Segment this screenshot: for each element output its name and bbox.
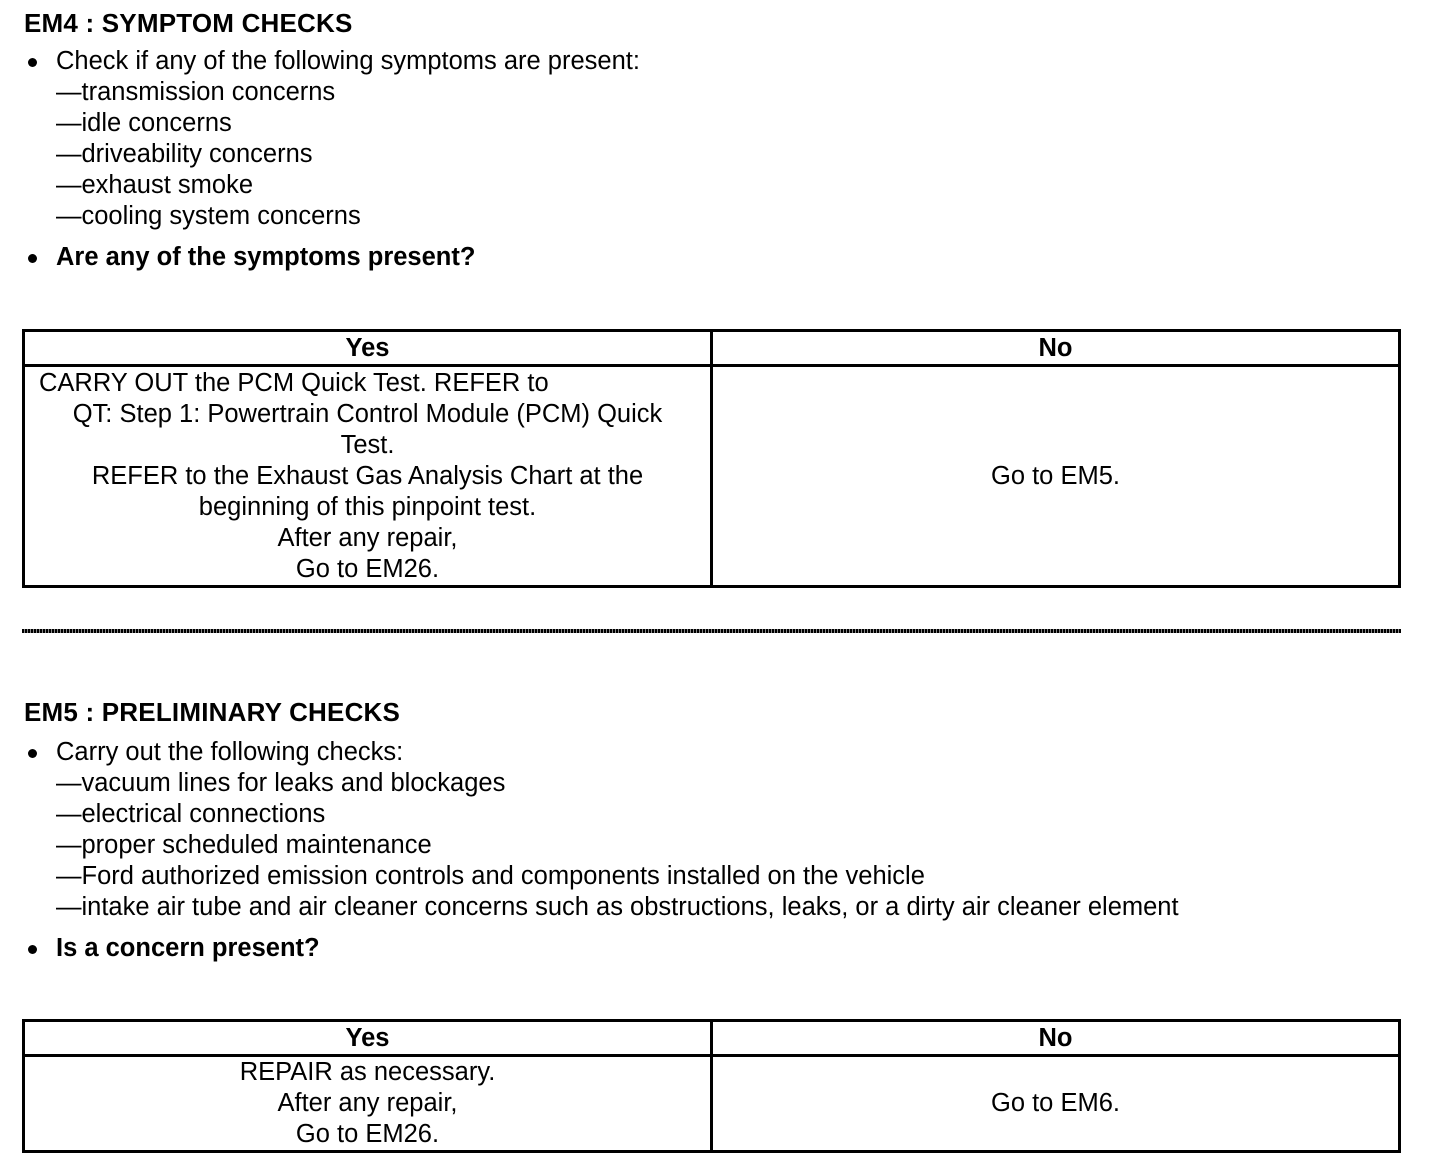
em4-decision-table [22,329,1401,588]
em5-item: —Ford authorized emission controls and components installed on the vehicle [56,862,925,890]
em5-question: Is a concern present? [56,934,320,962]
em5-yes-header: Yes [24,1021,712,1056]
em4-check-bullet [24,46,1402,232]
em4-question: Are any of the symptoms present? [56,243,476,271]
em4-yes-line: After any repair, [277,523,458,552]
em4-yes-line: QT: Step 1: Powertrain Control Module (PCM) Quick [72,399,663,428]
em4-item: —driveability concerns [56,140,313,168]
em5-check-text: Carry out the following checks: [56,738,404,766]
em5-yes-line: Go to EM26. [295,1120,440,1148]
em5-yes-line: After any repair, [277,1089,458,1117]
em4-yes-line: CARRY OUT the PCM Quick Test. REFER to [39,368,549,397]
em5-section [24,697,1402,964]
bullet-icon [28,58,37,67]
em4-item: —exhaust smoke [56,171,254,199]
em5-item: —proper scheduled maintenance [56,831,432,859]
em5-yes-cell [24,1056,712,1152]
em5-yes-line: REPAIR as necessary. [239,1058,496,1086]
em4-yes-line: beginning of this pinpoint test. [198,492,537,521]
bullet-icon [28,945,37,954]
bullet-icon [28,749,37,758]
em4-no-header: No [712,331,1400,366]
em4-item: —transmission concerns [56,78,336,106]
em5-item: —vacuum lines for leaks and blockages [56,769,506,797]
em5-no-cell: Go to EM6. [712,1056,1400,1152]
em4-section [24,8,1402,273]
em5-no-header: No [712,1021,1400,1056]
em5-title: EM5 : PRELIMINARY CHECKS [24,697,401,727]
em4-title: EM4 : SYMPTOM CHECKS [24,8,353,38]
section-divider [22,629,1401,633]
em4-yes-line: Go to EM26. [295,554,440,583]
em5-question-bullet [24,933,1402,964]
em4-item: —cooling system concerns [56,202,361,230]
em4-item: —idle concerns [56,109,232,137]
em4-no-cell: Go to EM5. [712,366,1400,587]
em5-check-bullet [24,737,1402,923]
em5-item: —electrical connections [56,800,326,828]
em4-check-text: Check if any of the following symptoms are present: [56,47,640,75]
em4-yes-header: Yes [24,331,712,366]
em4-yes-cell [24,366,712,587]
em4-question-bullet [24,242,1402,273]
em5-decision-table [22,1019,1401,1153]
em5-item: —intake air tube and air cleaner concerns such as obstructions, leaks, or a dirty air cleaner element [56,893,1179,921]
bullet-icon [28,254,37,263]
em4-yes-line: Test. [340,430,395,459]
em4-yes-line: REFER to the Exhaust Gas Analysis Chart at the [91,461,644,490]
